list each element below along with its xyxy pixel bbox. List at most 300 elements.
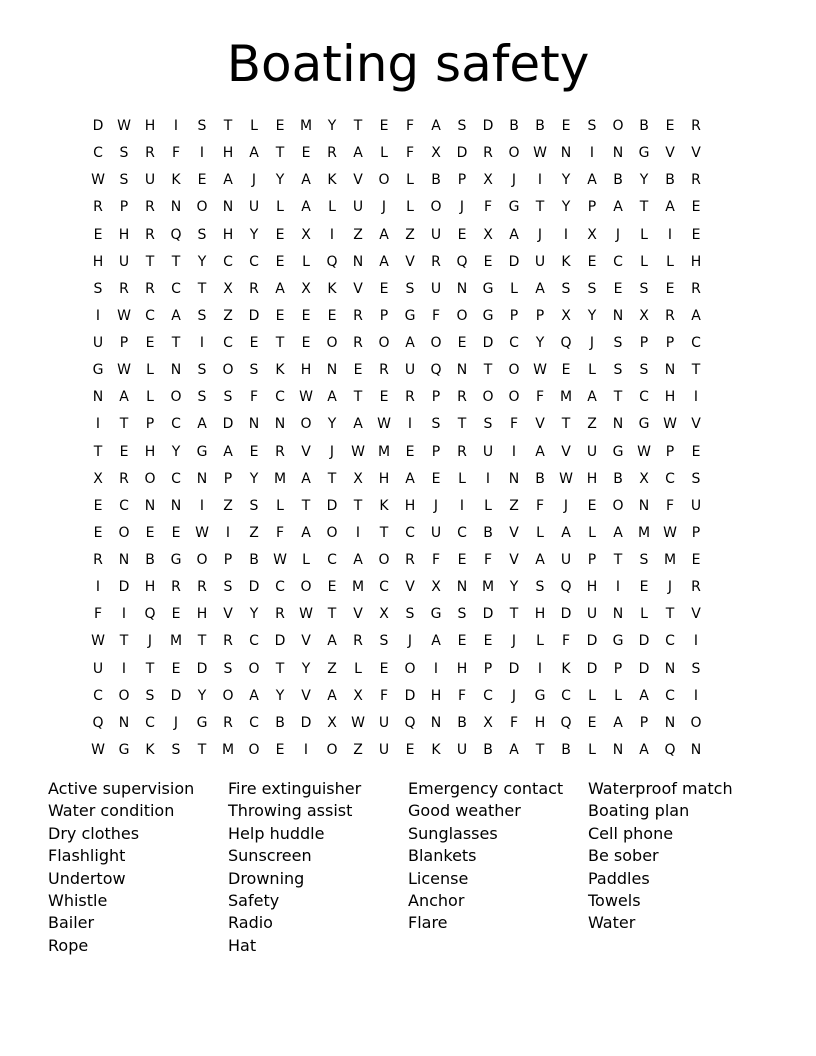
grid-letter[interactable]: H [118,226,130,243]
grid-letter[interactable]: T [301,497,311,514]
grid-letter[interactable]: R [145,199,155,216]
grid-letter[interactable]: T [327,470,337,487]
grid-letter[interactable]: A [249,145,259,162]
grid-letter[interactable]: X [223,280,233,297]
grid-letter[interactable]: X [327,714,337,731]
grid-letter[interactable]: D [300,714,312,731]
grid-letter[interactable]: N [456,280,468,297]
grid-letter[interactable]: D [586,660,598,677]
grid-letter[interactable]: B [613,172,623,189]
grid-letter[interactable]: N [170,199,182,216]
grid-letter[interactable]: T [353,389,363,406]
grid-letter[interactable]: W [351,714,365,731]
grid-letter[interactable]: L [146,362,154,379]
grid-letter[interactable]: A [301,524,311,541]
grid-letter[interactable]: D [638,660,650,677]
grid-letter[interactable]: S [691,470,701,487]
grid-letter[interactable]: U [456,741,468,758]
grid-letter[interactable]: L [276,497,284,514]
grid-letter[interactable]: T [275,145,285,162]
grid-letter[interactable]: S [613,335,623,351]
grid-letter[interactable]: I [693,389,699,406]
grid-letter[interactable]: D [560,606,572,623]
grid-letter[interactable]: T [145,253,155,270]
grid-letter[interactable]: C [145,307,155,324]
grid-letter[interactable]: E [587,714,597,731]
grid-letter[interactable]: E [691,552,701,568]
grid-letter[interactable]: N [222,199,234,216]
grid-letter[interactable]: V [301,633,311,650]
grid-letter[interactable]: J [667,579,673,596]
grid-letter[interactable]: U [430,226,442,243]
grid-letter[interactable]: R [275,606,285,623]
grid-letter[interactable]: O [170,389,182,406]
grid-letter[interactable]: Y [301,660,311,677]
grid-letter[interactable]: C [171,416,181,433]
grid-letter[interactable]: C [379,579,389,596]
grid-letter[interactable]: T [93,443,103,460]
grid-letter[interactable]: A [197,416,207,433]
grid-letter[interactable]: L [406,172,414,189]
grid-letter[interactable]: E [561,118,571,134]
grid-letter[interactable]: S [223,579,233,596]
grid-letter[interactable]: E [457,226,467,243]
grid-letter[interactable]: G [508,199,520,216]
grid-letter[interactable]: I [407,416,413,433]
grid-letter[interactable]: B [535,470,545,487]
grid-letter[interactable]: A [431,118,441,134]
grid-letter[interactable]: E [301,307,311,324]
grid-letter[interactable]: P [145,416,155,433]
grid-letter[interactable]: T [171,335,181,351]
grid-letter[interactable]: Y [509,579,519,596]
grid-letter[interactable]: O [378,552,390,568]
grid-letter[interactable]: A [379,253,389,270]
grid-letter[interactable]: E [249,335,259,351]
grid-letter[interactable]: O [248,660,260,677]
grid-letter[interactable]: J [381,199,387,216]
grid-letter[interactable]: J [459,199,465,216]
grid-letter[interactable]: A [301,470,311,487]
grid-letter[interactable]: R [379,362,389,379]
grid-letter[interactable]: U [144,172,156,189]
grid-letter[interactable]: F [405,145,415,162]
grid-letter[interactable]: N [144,497,156,514]
grid-letter[interactable]: W [299,606,313,623]
grid-letter[interactable]: I [95,307,101,324]
grid-letter[interactable]: Q [144,606,156,623]
grid-letter[interactable]: U [352,199,364,216]
grid-letter[interactable]: X [301,280,311,297]
grid-letter[interactable]: Z [249,524,259,541]
grid-letter[interactable]: T [457,416,467,433]
grid-letter[interactable]: H [664,389,676,406]
grid-letter[interactable]: R [145,226,155,243]
grid-letter[interactable]: H [144,579,156,596]
grid-letter[interactable]: C [613,253,623,270]
grid-letter[interactable]: D [482,118,494,134]
grid-letter[interactable]: T [223,118,233,134]
grid-letter[interactable]: Z [587,416,597,433]
grid-letter[interactable]: L [614,687,622,704]
grid-letter[interactable]: N [456,362,468,379]
grid-letter[interactable]: A [119,389,129,406]
grid-letter[interactable]: N [92,389,104,406]
grid-letter[interactable]: Y [587,307,597,324]
grid-letter[interactable]: X [561,307,571,324]
grid-letter[interactable]: I [537,660,543,677]
grid-letter[interactable]: D [248,307,260,324]
grid-letter[interactable]: E [457,335,467,351]
grid-letter[interactable]: K [431,741,441,758]
grid-letter[interactable]: H [456,660,468,677]
grid-letter[interactable]: N [326,362,338,379]
grid-letter[interactable]: N [170,362,182,379]
grid-letter[interactable]: L [588,362,596,379]
grid-letter[interactable]: C [561,687,571,704]
grid-letter[interactable]: T [145,660,155,677]
grid-letter[interactable]: S [197,389,207,406]
grid-letter[interactable]: F [561,633,571,650]
grid-letter[interactable]: D [638,633,650,650]
grid-letter[interactable]: G [170,552,182,568]
grid-letter[interactable]: Q [664,741,676,758]
grid-letter[interactable]: K [275,362,285,379]
grid-letter[interactable]: X [483,226,493,243]
grid-letter[interactable]: S [223,389,233,406]
grid-letter[interactable]: C [249,633,259,650]
grid-letter[interactable]: I [303,741,309,758]
grid-letter[interactable]: U [430,524,442,541]
grid-letter[interactable]: E [691,226,701,243]
grid-letter[interactable]: P [691,524,701,541]
grid-letter[interactable]: O [508,145,520,162]
grid-letter[interactable]: C [223,335,233,351]
grid-letter[interactable]: I [199,335,205,351]
grid-letter[interactable]: C [665,687,675,704]
grid-letter[interactable]: E [327,579,337,596]
grid-letter[interactable]: A [613,199,623,216]
grid-letter[interactable]: K [561,253,571,270]
grid-letter[interactable]: R [119,280,129,297]
grid-letter[interactable]: B [249,552,259,568]
grid-letter[interactable]: S [483,416,493,433]
grid-letter[interactable]: R [353,307,363,324]
grid-letter[interactable]: K [379,497,389,514]
grid-letter[interactable]: Y [327,416,337,433]
grid-letter[interactable]: J [615,226,621,243]
grid-letter[interactable]: Y [639,172,649,189]
grid-letter[interactable]: D [508,253,520,270]
grid-letter[interactable]: Z [353,226,363,243]
grid-letter[interactable]: T [535,741,545,758]
grid-letter[interactable]: C [509,335,519,351]
grid-letter[interactable]: S [197,118,207,134]
grid-letter[interactable]: A [249,687,259,704]
grid-letter[interactable]: E [379,118,389,134]
grid-letter[interactable]: Q [326,253,338,270]
grid-letter[interactable]: O [118,524,130,541]
grid-letter[interactable]: B [483,524,493,541]
grid-letter[interactable]: W [117,307,131,324]
grid-letter[interactable]: K [327,172,337,189]
grid-letter[interactable]: M [637,524,651,541]
grid-letter[interactable]: R [275,443,285,460]
grid-letter[interactable]: E [561,362,571,379]
grid-letter[interactable]: Y [249,606,259,623]
grid-letter[interactable]: Y [535,335,545,351]
grid-letter[interactable]: E [171,606,181,623]
grid-letter[interactable]: F [509,416,519,433]
grid-letter[interactable]: S [93,280,103,297]
grid-letter[interactable]: W [663,416,677,433]
grid-letter[interactable]: E [431,470,441,487]
grid-letter[interactable]: Y [171,443,181,460]
grid-letter[interactable]: N [248,416,260,433]
grid-letter[interactable]: T [639,199,649,216]
grid-letter[interactable]: U [586,606,598,623]
grid-letter[interactable]: Y [327,118,337,134]
grid-letter[interactable]: U [92,335,104,351]
grid-letter[interactable]: B [483,741,493,758]
grid-letter[interactable]: B [457,714,467,731]
grid-letter[interactable]: O [222,362,234,379]
grid-letter[interactable]: W [637,443,651,460]
grid-letter[interactable]: G [92,362,104,379]
grid-letter[interactable]: E [275,253,285,270]
grid-letter[interactable]: L [354,660,362,677]
grid-letter[interactable]: K [561,660,571,677]
grid-letter[interactable]: N [638,497,650,514]
grid-letter[interactable]: N [612,741,624,758]
grid-letter[interactable]: F [509,714,519,731]
grid-letter[interactable]: O [300,579,312,596]
grid-letter[interactable]: E [483,253,493,270]
grid-letter[interactable]: L [666,253,674,270]
grid-letter[interactable]: N [690,741,702,758]
grid-letter[interactable]: A [405,470,415,487]
grid-letter[interactable]: A [353,416,363,433]
grid-letter[interactable]: P [431,389,441,406]
grid-letter[interactable]: O [612,497,624,514]
grid-letter[interactable]: V [509,524,519,541]
grid-letter[interactable]: V [405,579,415,596]
grid-letter[interactable]: H [222,226,234,243]
grid-letter[interactable]: I [173,118,179,134]
grid-letter[interactable]: B [613,470,623,487]
grid-letter[interactable]: R [93,199,103,216]
grid-letter[interactable]: L [640,606,648,623]
grid-letter[interactable]: V [509,552,519,568]
grid-letter[interactable]: R [483,145,493,162]
grid-letter[interactable]: S [535,579,545,596]
grid-letter[interactable]: S [639,362,649,379]
grid-letter[interactable]: S [171,741,181,758]
grid-letter[interactable]: T [509,606,519,623]
grid-letter[interactable]: R [145,145,155,162]
grid-letter[interactable]: N [612,606,624,623]
grid-letter[interactable]: T [119,633,129,650]
grid-letter[interactable]: T [327,606,337,623]
grid-letter[interactable]: R [171,579,181,596]
grid-letter[interactable]: L [640,226,648,243]
grid-letter[interactable]: A [327,687,337,704]
grid-letter[interactable]: N [118,552,130,568]
grid-letter[interactable]: P [509,307,519,324]
grid-letter[interactable]: E [691,199,701,216]
grid-letter[interactable]: E [587,497,597,514]
grid-letter[interactable]: N [456,579,468,596]
grid-letter[interactable]: B [535,118,545,134]
grid-letter[interactable]: I [355,524,361,541]
grid-letter[interactable]: Y [197,687,207,704]
grid-letter[interactable]: E [93,226,103,243]
grid-letter[interactable]: E [275,118,285,134]
grid-letter[interactable]: A [327,633,337,650]
grid-letter[interactable]: V [301,687,311,704]
grid-letter[interactable]: I [667,226,673,243]
grid-letter[interactable]: E [301,145,311,162]
grid-letter[interactable]: A [327,389,337,406]
grid-letter[interactable]: E [119,443,129,460]
grid-letter[interactable]: H [144,443,156,460]
grid-letter[interactable]: N [664,714,676,731]
grid-letter[interactable]: T [197,633,207,650]
grid-letter[interactable]: Q [560,335,572,351]
grid-letter[interactable]: N [612,145,624,162]
grid-letter[interactable]: L [640,253,648,270]
grid-letter[interactable]: W [91,741,105,758]
grid-letter[interactable]: Z [509,497,519,514]
grid-letter[interactable]: X [483,172,493,189]
grid-letter[interactable]: H [404,497,416,514]
grid-letter[interactable]: M [481,579,495,596]
grid-letter[interactable]: I [95,579,101,596]
grid-letter[interactable]: D [482,606,494,623]
grid-letter[interactable]: H [378,470,390,487]
grid-letter[interactable]: D [508,660,520,677]
grid-letter[interactable]: A [665,199,675,216]
grid-letter[interactable]: C [691,335,701,351]
grid-letter[interactable]: S [691,660,701,677]
grid-letter[interactable]: R [327,145,337,162]
grid-letter[interactable]: F [405,118,415,134]
grid-letter[interactable]: W [533,362,547,379]
grid-letter[interactable]: R [457,389,467,406]
grid-letter[interactable]: N [560,145,572,162]
grid-letter[interactable]: U [378,741,390,758]
grid-letter[interactable]: P [223,470,233,487]
grid-letter[interactable]: T [613,389,623,406]
grid-letter[interactable]: C [249,253,259,270]
grid-letter[interactable]: S [145,687,155,704]
grid-letter[interactable]: R [691,172,701,189]
grid-letter[interactable]: Z [405,226,415,243]
grid-letter[interactable]: R [457,443,467,460]
grid-letter[interactable]: T [197,280,207,297]
grid-letter[interactable]: L [380,145,388,162]
grid-letter[interactable]: A [613,524,623,541]
grid-letter[interactable]: M [273,470,287,487]
grid-letter[interactable]: I [459,497,465,514]
grid-letter[interactable]: L [458,470,466,487]
grid-letter[interactable]: N [664,362,676,379]
grid-letter[interactable]: S [405,280,415,297]
grid-letter[interactable]: U [482,443,494,460]
grid-letter[interactable]: X [93,470,103,487]
grid-letter[interactable]: T [353,118,363,134]
grid-letter[interactable]: S [587,118,597,134]
grid-letter[interactable]: E [457,552,467,568]
grid-letter[interactable]: J [589,335,595,351]
grid-letter[interactable]: E [405,443,415,460]
grid-letter[interactable]: R [353,633,363,650]
grid-letter[interactable]: B [665,172,675,189]
grid-letter[interactable]: O [456,307,468,324]
grid-letter[interactable]: K [171,172,181,189]
grid-letter[interactable]: Q [92,714,104,731]
grid-letter[interactable]: I [563,226,569,243]
grid-letter[interactable]: E [379,280,389,297]
grid-letter[interactable]: E [483,633,493,650]
grid-letter[interactable]: F [483,552,493,568]
grid-letter[interactable]: Z [223,307,233,324]
grid-letter[interactable]: O [326,335,338,351]
grid-letter[interactable]: O [430,199,442,216]
grid-letter[interactable]: I [329,226,335,243]
grid-letter[interactable]: L [302,552,310,568]
grid-letter[interactable]: N [430,714,442,731]
grid-letter[interactable]: Y [561,199,571,216]
grid-letter[interactable]: T [561,416,571,433]
grid-letter[interactable]: Y [561,172,571,189]
grid-letter[interactable]: E [665,280,675,297]
grid-letter[interactable]: R [691,118,701,134]
grid-letter[interactable]: I [225,524,231,541]
grid-letter[interactable]: E [379,389,389,406]
grid-letter[interactable]: O [508,389,520,406]
grid-letter[interactable]: D [274,633,286,650]
grid-letter[interactable]: P [431,443,441,460]
grid-letter[interactable]: Q [430,362,442,379]
grid-letter[interactable]: D [170,687,182,704]
grid-letter[interactable]: R [223,633,233,650]
grid-letter[interactable]: K [145,741,155,758]
grid-letter[interactable]: D [92,118,104,134]
grid-letter[interactable]: H [144,118,156,134]
grid-letter[interactable]: A [509,741,519,758]
grid-letter[interactable]: J [407,633,413,650]
grid-letter[interactable]: T [691,362,701,379]
grid-letter[interactable]: C [93,687,103,704]
grid-letter[interactable]: I [615,579,621,596]
grid-letter[interactable]: O [118,687,130,704]
grid-letter[interactable]: G [482,280,494,297]
grid-letter[interactable]: X [639,470,649,487]
grid-letter[interactable]: E [197,172,207,189]
grid-letter[interactable]: C [457,524,467,541]
grid-letter[interactable]: L [536,633,544,650]
grid-letter[interactable]: W [533,145,547,162]
grid-letter[interactable]: Y [197,253,207,270]
grid-letter[interactable]: V [353,172,363,189]
grid-letter[interactable]: P [639,714,649,731]
grid-letter[interactable]: P [535,307,545,324]
grid-letter[interactable]: S [197,362,207,379]
grid-letter[interactable]: X [483,714,493,731]
grid-letter[interactable]: Q [456,253,468,270]
grid-letter[interactable]: Q [170,226,182,243]
